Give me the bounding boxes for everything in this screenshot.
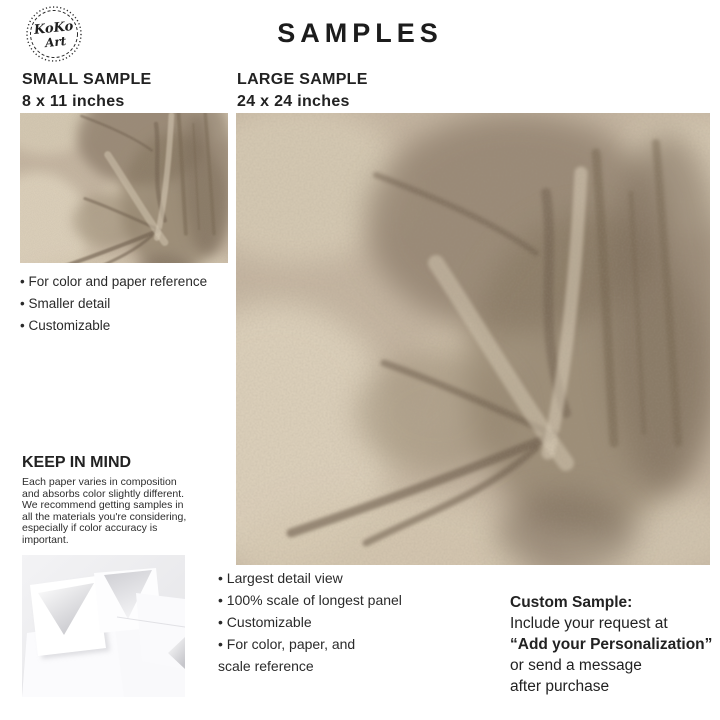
body-line: We recommend getting samples in	[22, 499, 184, 511]
custom-sample-heading: Custom Sample:	[510, 594, 633, 611]
large-sample-heading: LARGE SAMPLE	[237, 71, 368, 88]
large-sample-bullet-list	[218, 567, 468, 677]
paper-samples-photo	[22, 555, 185, 697]
keep-in-mind-heading: KEEP IN MIND	[22, 454, 132, 471]
body-line: important.	[22, 533, 69, 546]
large-sample-texture-image	[236, 113, 710, 565]
small-sample-heading: SMALL SAMPLE	[22, 71, 152, 88]
body-line: and absorbs color slightly different.	[22, 487, 185, 500]
page-title: SAMPLES	[277, 18, 443, 48]
custom-line: Include your request at	[510, 615, 668, 632]
bullet-item: • Smaller detail	[20, 293, 230, 315]
small-sample-texture-image	[20, 113, 228, 263]
bullet-item: • Customizable	[218, 611, 468, 633]
body-line: all the materials you're considering,	[22, 510, 187, 523]
custom-line: or send a message	[510, 657, 642, 674]
custom-sample-note	[510, 592, 720, 697]
custom-line-personalization: “Add your Personalization”	[510, 636, 713, 653]
small-sample-bullet-list	[20, 271, 230, 337]
bullet-item: • For color and paper reference	[20, 271, 230, 293]
bullet-item: • 100% scale of longest panel	[218, 589, 468, 611]
bullet-item-wrap-line: scale reference	[218, 658, 314, 674]
bullet-item: • Customizable	[20, 315, 230, 337]
bullet-item: • For color, paper, and	[218, 633, 468, 655]
logo-text-line2: Art	[44, 33, 67, 51]
body-line: especially if color accuracy is	[22, 522, 158, 534]
keep-in-mind-body	[22, 477, 197, 546]
custom-line: after purchase	[510, 678, 610, 695]
body-line: Each paper varies in composition	[22, 476, 177, 488]
bullet-item: • Largest detail view	[218, 567, 468, 589]
logo-text-line1: KoKo	[33, 19, 74, 39]
small-sample-size: 8 x 11 inches	[22, 93, 125, 110]
large-sample-size: 24 x 24 inches	[237, 93, 350, 110]
